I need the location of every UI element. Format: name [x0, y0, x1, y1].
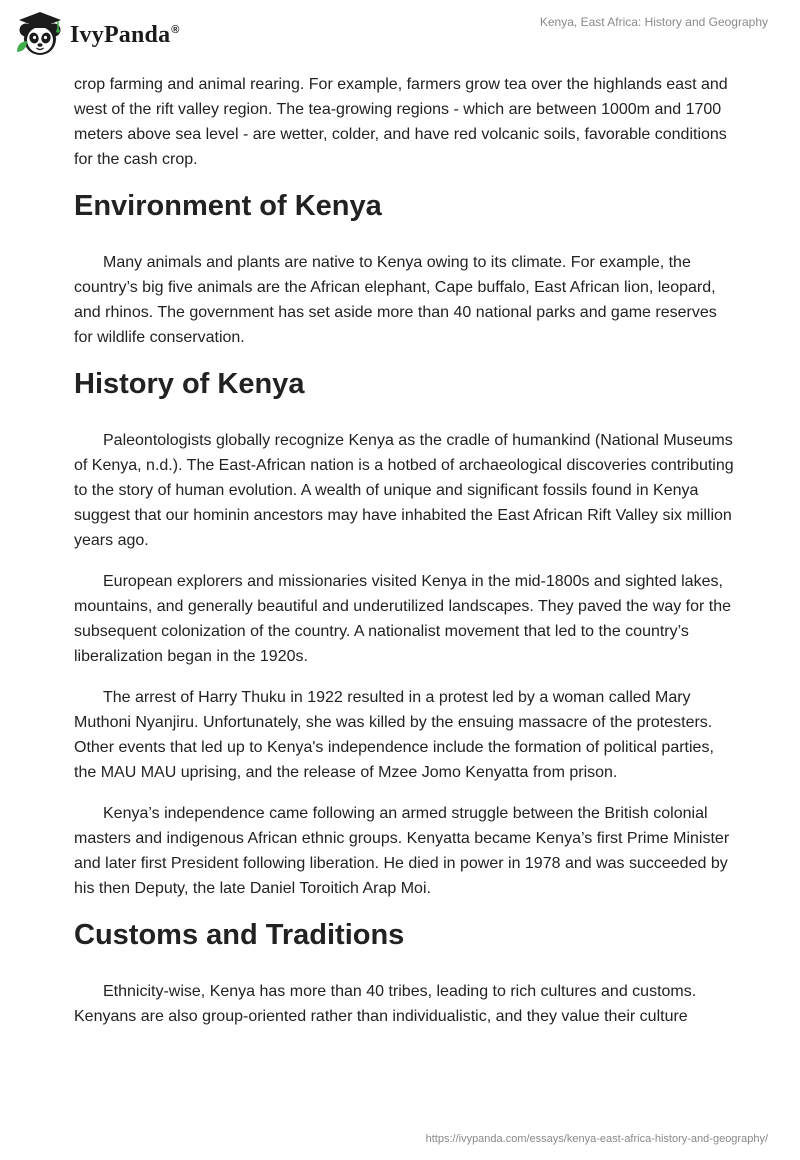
paragraph-history-1: Paleontologists globally recognize Kenya as the cradle of humankind (National Museums of Kenya, n.d.). The East-African nation is a hotbed of archaeological discoveries contributing to the story of human evolution. A wealth of unique and significant fossils found in Kenya suggest that our hominin ancestors may have inhabited the East African Rift Valley six million years ago.: [74, 432, 734, 549]
page-header: [0, 0, 800, 68]
ivypanda-logo[interactable]: [14, 8, 180, 60]
paragraph-intro: crop farming and animal rearing. For example, farmers grow tea over the highlands east and west of the rift valley region. The tea-growing regions - which are between 1000m and 1700 meters above sea level - are wetter, colder, and have red volcanic soils, favorable conditions for the cash crop.: [74, 76, 728, 168]
heading-environment: Environment of Kenya: [74, 190, 382, 222]
registered-mark: ®: [171, 23, 180, 36]
essay-content: [74, 72, 734, 1045]
paragraph-environment: Many animals and plants are native to Kenya owing to its climate. For example, the country’s big five animals are the African elephant, Cape buffalo, East African lion, leopard, and rhinos. The government has set aside more than 40 national parks and game reserves for wildlife conservation.: [74, 254, 717, 346]
paragraph-customs: Ethnicity-wise, Kenya has more than 40 tribes, leading to rich cultures and customs. Kenyans are also group-oriented rather than individualistic, and they value their culture: [74, 983, 697, 1025]
source-url[interactable]: https://ivypanda.com/essays/kenya-east-africa-history-and-geography/: [425, 1133, 768, 1145]
document-title: Kenya, East Africa: History and Geography: [539, 15, 768, 29]
heading-customs: Customs and Traditions: [74, 919, 405, 951]
paragraph-history-4: Kenya’s independence came following an armed struggle between the British colonial masters and indigenous African ethnic groups. Kenyatta became Kenya’s first Prime Minister and later first President following liberation. He died in power in 1978 and was succeeded by his then Deputy, the late Daniel Toroitich Arap Moi.: [74, 805, 730, 897]
paragraph-history-3: The arrest of Harry Thuku in 1922 resulted in a protest led by a woman called Mary Muthoni Nyanjiru. Unfortunately, she was killed by the ensuing massacre of the protesters. Other events that led up to Kenya's independence include the formation of political parties, the MAU MAU uprising, and the release of Mzee Jomo Kenyatta from prison.: [74, 689, 714, 781]
panda-graduate-icon: [14, 8, 66, 60]
brand-name: IvyPanda®: [70, 21, 180, 48]
heading-history: History of Kenya: [74, 368, 305, 400]
paragraph-history-2: European explorers and missionaries visited Kenya in the mid-1800s and sighted lakes, mountains, and generally beautiful and underutilized landscapes. They paved the way for the subsequent colonization of the country. A nationalist movement that led to the country’s liberalization began in the 1920s.: [74, 573, 732, 665]
